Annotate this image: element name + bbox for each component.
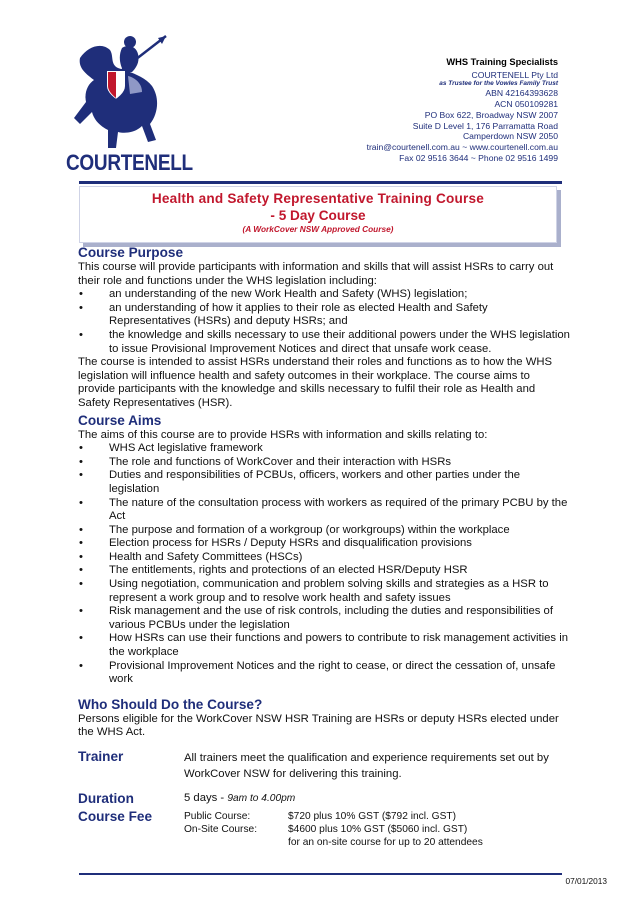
purpose-outro: The course is intended to assist HSRs understand their roles and functions as to how the WHS legislation will influence health and safety outcomes in their workplace. The course aims to provide participants with the knowledge and skills necessary to fulfil their role as Health and Safety Representatives (HSR).: [78, 356, 553, 409]
duration-days: 5 days -: [184, 792, 225, 804]
list-item: • the knowledge and skills necessary to use their additional powers under the WHS legislation to issue Provisional Improvement Notices and direct that unsafe work cease.: [79, 328, 570, 355]
header-divider: [79, 181, 562, 184]
list-item: • an understanding of the new Work Health and Safety (WHS) legislation;: [79, 288, 468, 301]
duration-row: [78, 792, 570, 806]
list-item: • an understanding of how it applies to their role as elected Health and Safety Representatives (HSRs) and deputy HSRs; and: [79, 301, 488, 328]
fee-row: [78, 810, 570, 849]
aims-intro: The aims of this course are to provide HSRs with information and skills relating to:: [78, 428, 488, 441]
document-date: 07/01/2013: [565, 876, 607, 886]
purpose-intro: This course will provide participants with information and skills that will assist HSRs to carry out their role and functions under the WHS legislation including:: [78, 261, 554, 287]
fee-label: Course Fee: [78, 808, 153, 824]
footer-divider: [79, 873, 562, 875]
trainer-text: All trainers meet the qualification and experience requirements set out by WorkCover NSW for delivering this training.: [184, 752, 549, 780]
course-title: Health and Safety Representative Training Course: [151, 191, 485, 206]
course-title-box: [79, 186, 557, 243]
bullet-icon: •: [79, 632, 83, 645]
company-acn: ACN 050109281: [494, 99, 558, 110]
list-item: • Risk management and the use of risk controls, including the duties and responsibilities of various PCBUs under the legislation: [79, 605, 553, 631]
bullet-icon: •: [79, 605, 83, 618]
approval-note: (A WorkCover NSW Approved Course): [242, 224, 394, 234]
list-item: • Health and Safety Committees (HSCs): [79, 550, 303, 563]
trainer-row: [78, 750, 570, 782]
list-item: • Duties and responsibilities of PCBUs, officers, workers and other parties under the legislation: [79, 469, 521, 495]
list-item: • The nature of the consultation process with workers as required of the primary PCBU by the Act: [79, 496, 568, 523]
trainer-label: Trainer: [78, 749, 124, 764]
duration-label: Duration: [78, 791, 134, 806]
document-body: [78, 245, 570, 849]
bullet-icon: •: [79, 442, 83, 455]
who-heading: Who Should Do the Course?: [78, 696, 263, 712]
list-item: • Using negotiation, communication and problem solving skills and strategies as a HSR to represent a work group and to resolve work health and safety issues: [79, 578, 549, 604]
list-item: • The purpose and formation of a workgroup (or workgroups) within the workplace: [79, 523, 510, 536]
aims-list: [78, 442, 570, 687]
company-address-block: [367, 57, 558, 163]
company-po-box: PO Box 622, Broadway NSW 2007: [424, 109, 558, 120]
public-course-label: Public Course:: [184, 810, 251, 822]
company-tagline: WHS Training Specialists: [446, 57, 558, 67]
company-city: Camperdown NSW 2050: [462, 131, 558, 142]
company-contact: train@courtenell.com.au ~ www.courtenell.com.au: [366, 141, 558, 152]
company-abn: ABN 42164393628: [485, 88, 558, 99]
knight-horse-emblem-icon: [66, 28, 176, 153]
bullet-icon: •: [79, 301, 83, 314]
bullet-icon: •: [79, 496, 83, 509]
list-item: • The entitlements, rights and protections of an elected HSR/Deputy HSR: [79, 564, 468, 577]
bullet-icon: •: [79, 659, 83, 672]
list-item: • Election process for HSRs / Deputy HSRs and disqualification provisions: [79, 537, 472, 550]
bullet-icon: •: [79, 455, 83, 468]
onsite-course-note: for an on-site course for up to 20 attendees: [288, 836, 483, 848]
company-suite: Suite D Level 1, 176 Parramatta Road: [412, 120, 558, 131]
public-course-price: $720 plus 10% GST ($792 incl. GST): [288, 810, 456, 822]
bullet-icon: •: [79, 578, 83, 591]
bullet-icon: •: [79, 564, 83, 577]
company-phone: Fax 02 9516 3644 ~ Phone 02 9516 1499: [399, 152, 558, 163]
purpose-list: [78, 288, 570, 356]
onsite-course-price: $4600 plus 10% GST ($5060 incl. GST): [288, 823, 468, 835]
purpose-heading: Course Purpose: [78, 245, 183, 260]
duration-hours: 9am to 4.00pm: [227, 793, 296, 804]
who-text: Persons eligible for the WorkCover NSW HSR Training are HSRs or deputy HSRs elected under the WHS Act.: [78, 712, 559, 739]
course-duration-subtitle: - 5 Day Course: [270, 208, 366, 223]
list-item: • Provisional Improvement Notices and the right to cease, or direct the cessation of, unsafe work: [79, 659, 556, 686]
bullet-icon: •: [79, 469, 83, 482]
company-logo: [66, 28, 193, 178]
bullet-icon: •: [79, 328, 83, 341]
list-item: • The role and functions of WorkCover and their interaction with HSRs: [79, 455, 451, 468]
bullet-icon: •: [79, 537, 83, 550]
list-item: • WHS Act legislative framework: [79, 442, 263, 455]
company-name: COURTENELL Pty Ltd: [471, 69, 558, 80]
onsite-course-label: On-Site Course:: [184, 823, 258, 835]
fee-table: [184, 810, 570, 849]
company-trust: as Trustee for the Vowles Family Trust: [439, 80, 558, 88]
bullet-icon: •: [79, 550, 83, 563]
bullet-icon: •: [79, 288, 83, 301]
bullet-icon: •: [79, 523, 83, 536]
list-item: • How HSRs can use their functions and powers to contribute to risk management activities in the workplace: [79, 632, 568, 659]
aims-heading: Course Aims: [78, 412, 162, 428]
logo-wordmark: COURTENELL: [66, 151, 193, 176]
